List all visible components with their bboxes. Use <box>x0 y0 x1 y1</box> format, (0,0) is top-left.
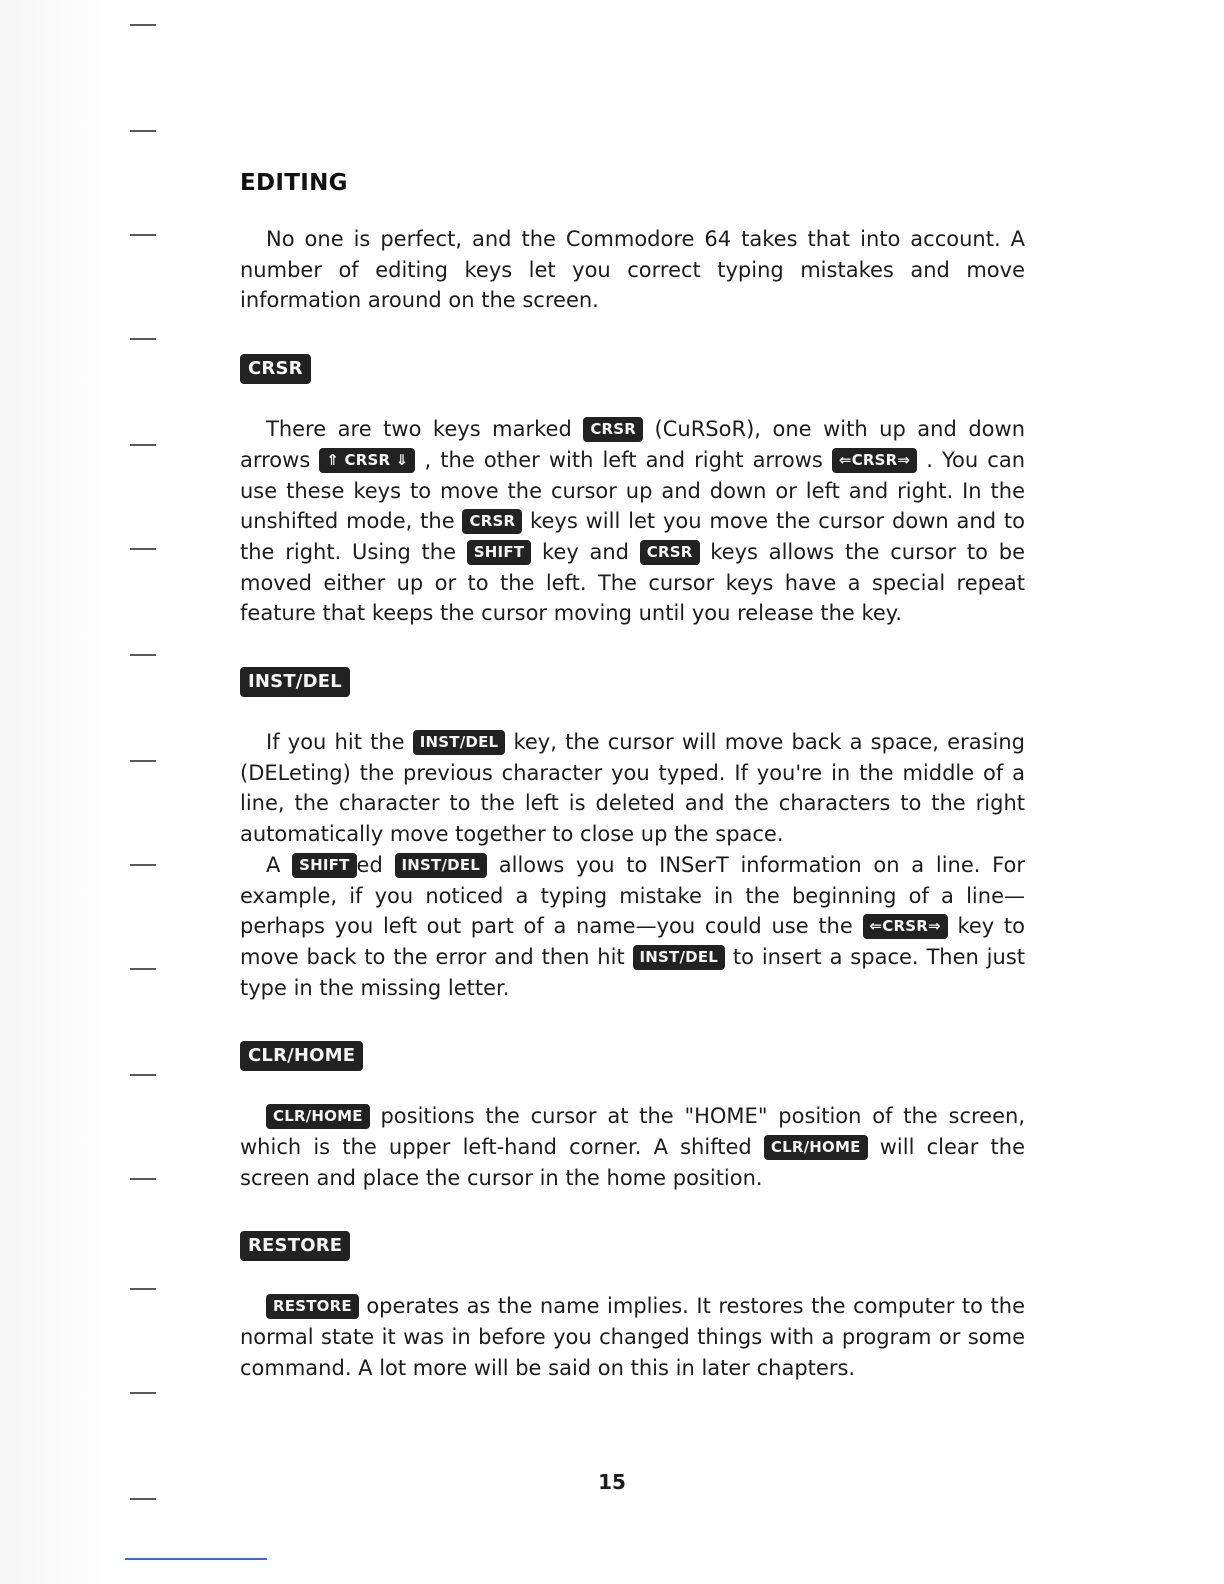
shift-key: SHIFT <box>467 540 531 565</box>
margin-shadow <box>0 0 120 1584</box>
text-run: . You can use these keys to move the cursor up and down or left and right. In the unshifted mode, the <box>240 447 1025 534</box>
text-run: key to move back to the error and then hit <box>240 914 1025 969</box>
text-run: keys will let you move the cursor down and to the right. Using the <box>240 509 1025 564</box>
inst-del-section-heading <box>240 667 1025 697</box>
binder-mark <box>130 1288 156 1290</box>
intro-paragraph: No one is perfect, and the Commodore 64 takes that into account. A number of editing keys let you correct typing mistakes and move information around on the screen. <box>240 227 1025 313</box>
crsr-updown-key: ⇑ CRSR ⇓ <box>319 448 415 473</box>
binder-mark <box>130 130 156 132</box>
restore-key: RESTORE <box>266 1294 359 1319</box>
clr-home-paragraph <box>240 1101 1025 1193</box>
binder-mark <box>130 234 156 236</box>
restore-key: RESTORE <box>240 1231 350 1261</box>
inst-del-paragraph-1 <box>240 727 1025 850</box>
restore-paragraph <box>240 1291 1025 1383</box>
inst-del-key: INST/DEL <box>240 667 350 697</box>
clr-home-key: CLR/HOME <box>266 1104 370 1129</box>
binder-mark <box>130 1178 156 1180</box>
binder-mark <box>130 444 156 446</box>
crsr-key: CRSR <box>462 509 522 534</box>
binder-mark <box>130 24 156 26</box>
inst-del-key: INST/DEL <box>413 730 506 755</box>
binder-mark <box>130 338 156 340</box>
clr-home-section-heading <box>240 1041 1025 1071</box>
page-content <box>240 170 1025 1384</box>
inst-del-key: INST/DEL <box>633 945 726 970</box>
crsr-leftright-key: ⇐CRSR⇒ <box>863 914 948 939</box>
clr-home-key: CLR/HOME <box>764 1135 868 1160</box>
crsr-key: CRSR <box>583 417 643 442</box>
text-run: ed <box>356 852 395 877</box>
binder-margin <box>0 0 170 1584</box>
crsr-key: CRSR <box>640 540 700 565</box>
text-run: will clear the screen and place the cursor in the home position. <box>240 1135 1025 1190</box>
restore-section-heading <box>240 1231 1025 1261</box>
binder-mark <box>130 864 156 866</box>
inst-del-key: INST/DEL <box>395 853 488 878</box>
binder-mark <box>130 548 156 550</box>
binder-mark <box>130 1392 156 1394</box>
text-run: (CuRSoR), one with up and down arrows <box>240 417 1025 472</box>
crsr-key: CRSR <box>240 354 311 384</box>
footer-rule <box>125 1558 267 1560</box>
text-run: A <box>266 852 293 877</box>
shift-key: SHIFT <box>292 853 356 878</box>
binder-mark <box>130 1498 156 1500</box>
clr-home-key: CLR/HOME <box>240 1041 363 1071</box>
binder-mark <box>130 760 156 762</box>
text-run: , the other with left and right arrows <box>415 447 832 472</box>
inst-del-paragraph-2 <box>240 850 1025 1004</box>
text-run: to insert a space. Then just type in the missing letter. <box>240 944 1025 1000</box>
text-run: keys allows the cursor to be moved either up or to the left. The cursor keys have a special repeat feature that keeps the cursor moving until you release the key. <box>240 539 1025 626</box>
text-run: If you hit the <box>266 730 413 755</box>
binder-mark <box>130 654 156 656</box>
text-run: positions the cursor at the "HOME" position of the screen, which is the upper left-hand corner. A shifted <box>240 1104 1025 1160</box>
text-run: key, the cursor will move back a space, erasing (DELeting) the previous character you typed. If you're in the middle of a line, the character to the left is deleted and the characters to the right automatically move together to close up the space. <box>240 730 1025 847</box>
binder-mark <box>130 1074 156 1076</box>
page-title: EDITING <box>240 170 348 196</box>
text-run: There are two keys marked <box>266 417 584 442</box>
crsr-section-heading <box>240 354 1025 384</box>
page-number: 15 <box>598 1470 626 1494</box>
text-run: key and <box>531 539 640 564</box>
text-run: allows you to INSerT information on a line. For example, if you noticed a typing mistake in the beginning of a line—perhaps you left out part of a name—you could use the <box>240 852 1025 939</box>
crsr-leftright-key: ⇐CRSR⇒ <box>832 448 917 473</box>
binder-mark <box>130 968 156 970</box>
text-run: operates as the name implies. It restores the computer to the normal state it was in before you changed things with a program or some command. A lot more will be said on this in later chapters. <box>240 1294 1025 1380</box>
crsr-paragraph <box>240 414 1025 629</box>
